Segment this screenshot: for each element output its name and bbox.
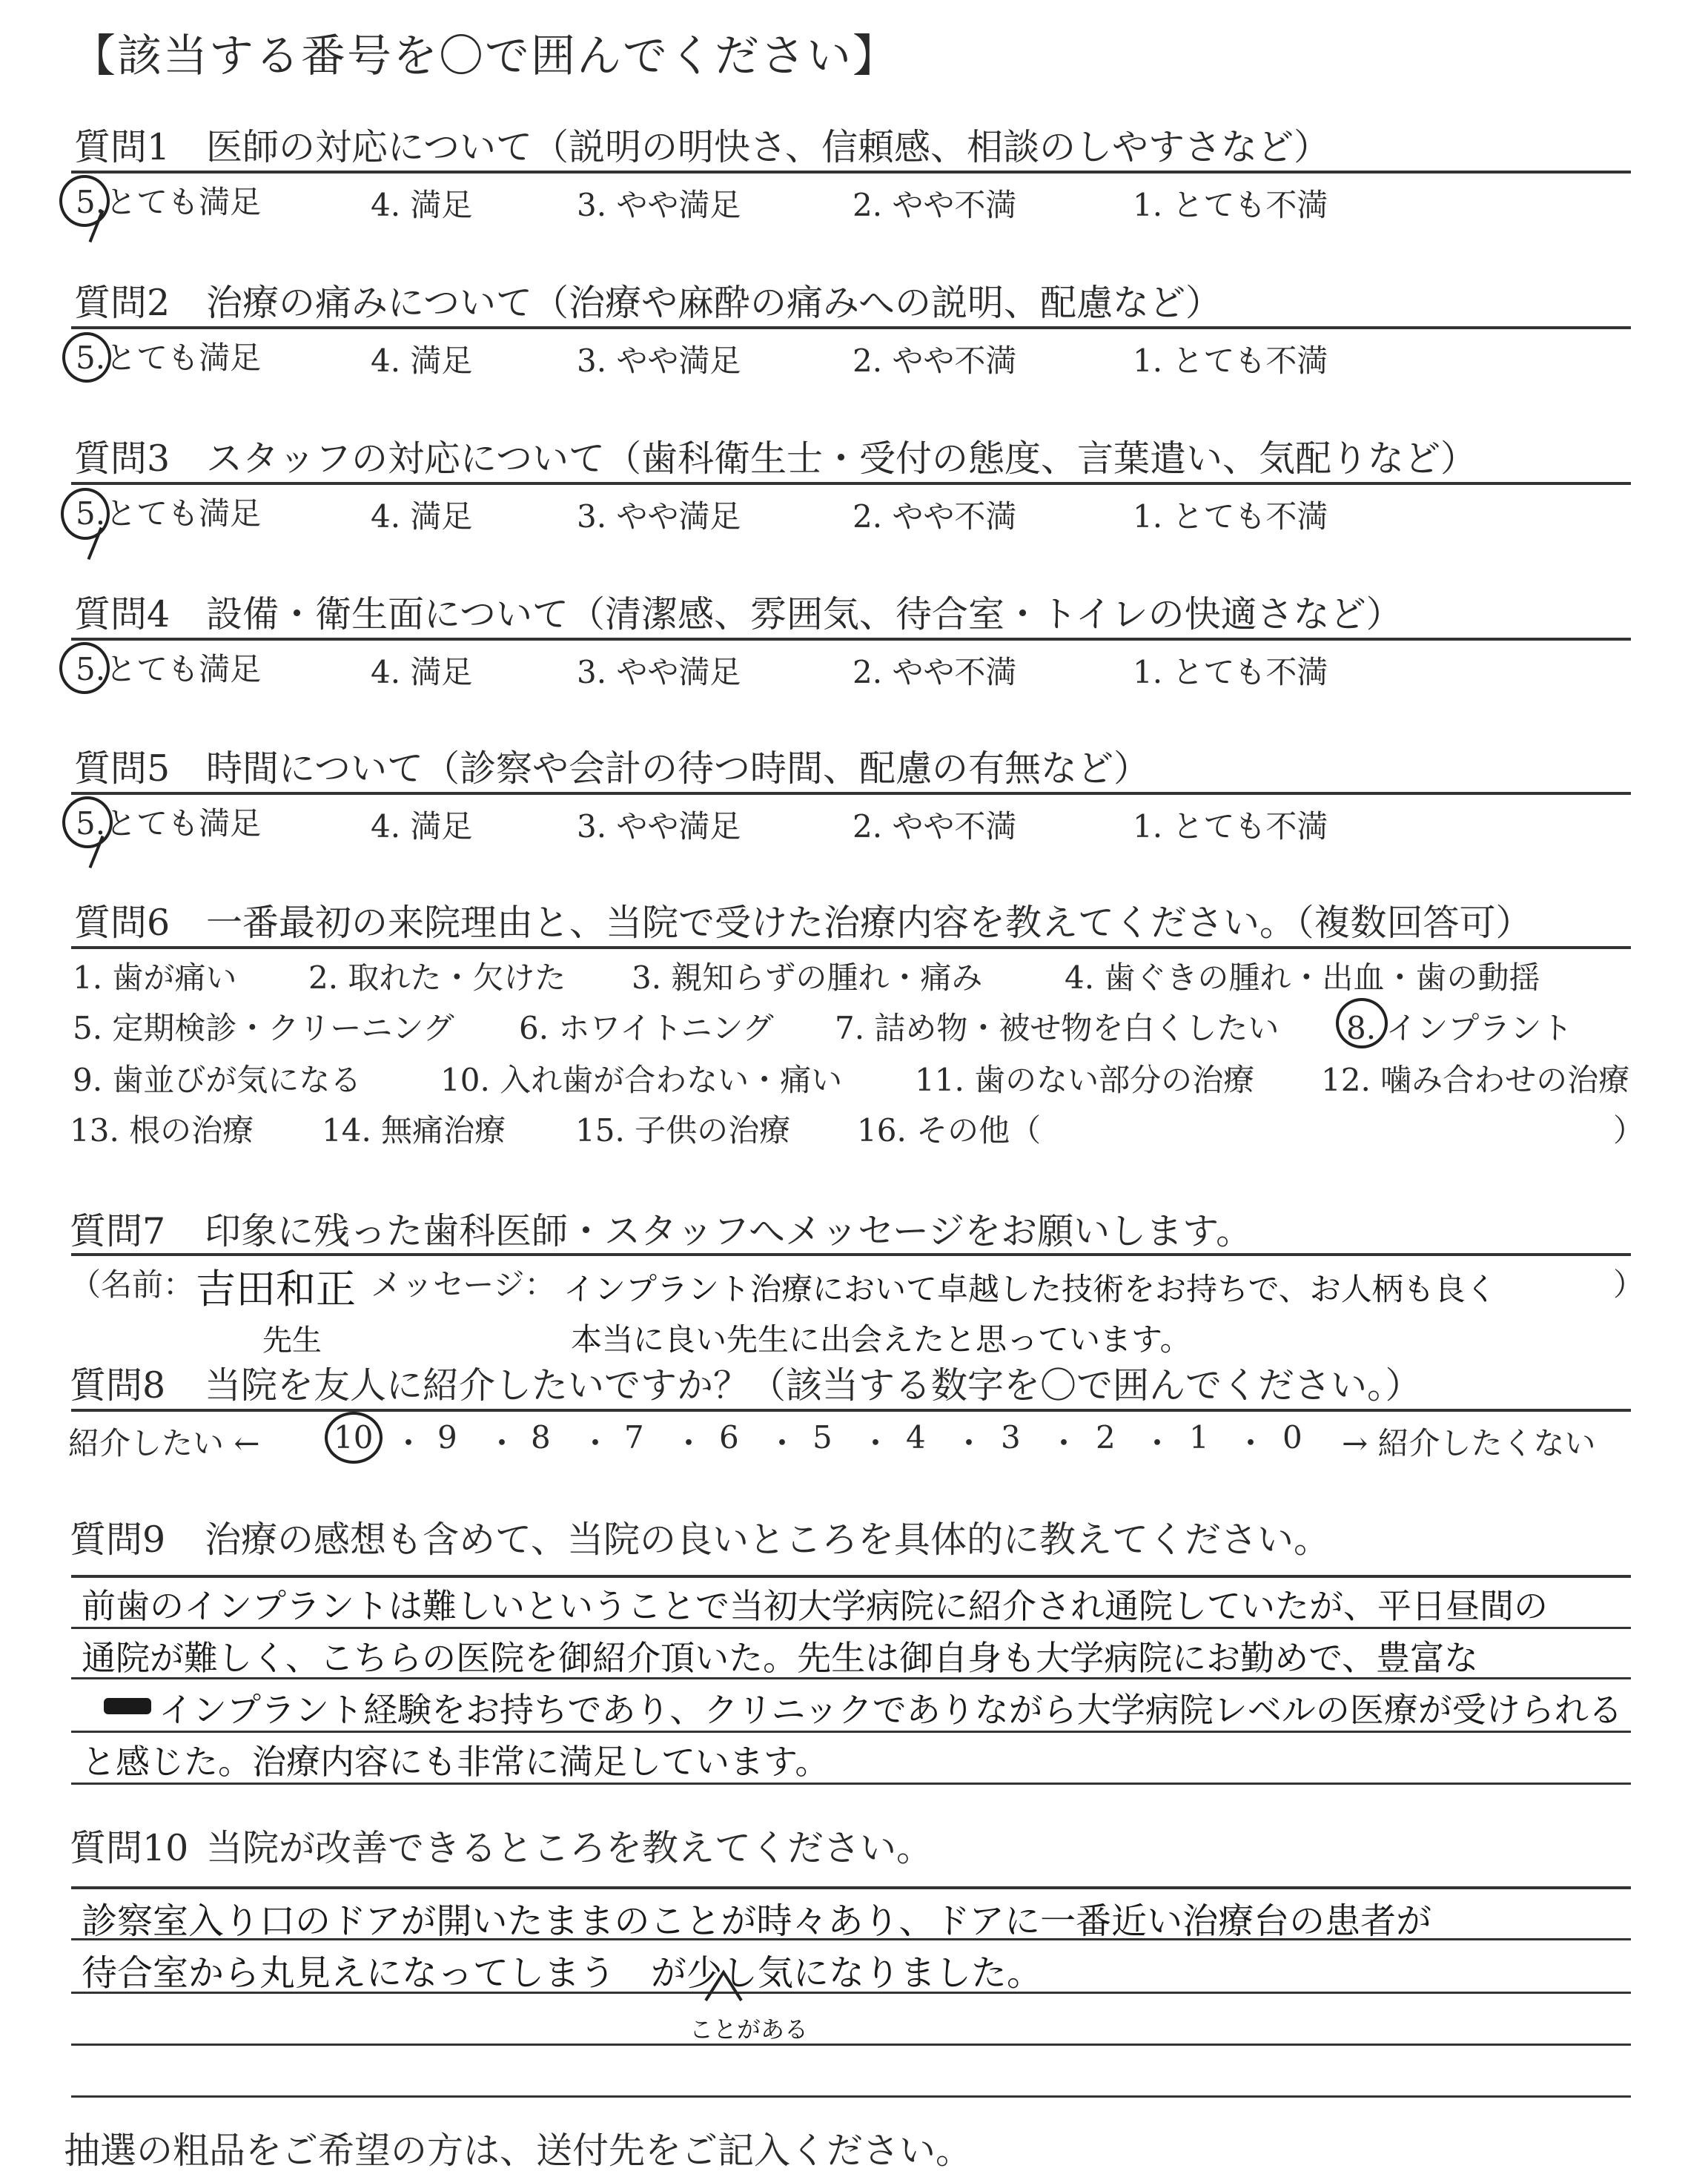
q5-option-1[interactable]: 1. とても不満 — [1133, 808, 1328, 845]
question-5-rule — [71, 792, 1631, 795]
question-6-rule — [71, 946, 1631, 949]
q2-selection-circle — [62, 332, 111, 383]
q8-score-7[interactable]: 7 — [624, 1419, 644, 1456]
q9-answer-line-3[interactable]: インプラント経験をお持ちであり、クリニックでありながら大学病院レベルの医療が受けられる — [159, 1690, 1623, 1730]
q7-close-paren: ） — [1613, 1266, 1645, 1303]
question-7-label: 質問7 — [70, 1210, 166, 1252]
q1-selection-circle — [59, 175, 110, 227]
footer-instruction: 抽選の粗品をご希望の方は、送付先をご記入ください。 — [64, 2130, 973, 2172]
q8-sep-10: ・ — [1235, 1425, 1267, 1461]
q3-option-5[interactable]: 5.とても満足 — [76, 495, 262, 532]
q8-score-5[interactable]: 5 — [812, 1419, 833, 1456]
q7-name-label: （名前： — [70, 1266, 195, 1303]
q8-score-6[interactable]: 6 — [719, 1419, 739, 1456]
q10-line-1 — [71, 1886, 1631, 1889]
q6-option-16[interactable]: 16. その他（ — [857, 1112, 1042, 1149]
q1-option-2[interactable]: 2. やや不満 — [853, 187, 1017, 223]
question-1-text: 医師の対応について（説明の明快さ、信頼感、相談のしやすさなど） — [206, 126, 1331, 168]
q4-selection-circle — [59, 642, 110, 694]
q5-option-4[interactable]: 4. 満足 — [371, 808, 473, 845]
q8-score-10[interactable]: 10 — [334, 1419, 374, 1456]
question-4-text: 設備・衛生面について（清潔感、雰囲気、待合室・トイレの快適さなど） — [206, 593, 1403, 635]
q8-sep-3: ・ — [580, 1425, 612, 1461]
q2-option-1[interactable]: 1. とても不満 — [1133, 343, 1328, 379]
q10-answer-line-2[interactable]: 待合室から丸見えになってしまう が少し気になりました。 — [82, 1952, 1043, 1994]
q2-option-3[interactable]: 3. やや満足 — [577, 343, 741, 379]
question-3-rule — [71, 482, 1631, 485]
q4-option-2[interactable]: 2. やや不満 — [853, 654, 1017, 690]
q6-option-6[interactable]: 6. ホワイトニング — [519, 1010, 774, 1046]
question-9-label: 質問9 — [70, 1519, 166, 1561]
q6-option-15[interactable]: 15. 子供の治療 — [575, 1112, 791, 1149]
q6-option-12[interactable]: 12. 噛み合わせの治療 — [1321, 1062, 1630, 1098]
question-2-rule — [71, 326, 1631, 329]
q7-message-line-2[interactable]: 本当に良い先生に出会えたと思っています。 — [571, 1321, 1191, 1358]
q7-message-label: メッセージ： — [371, 1266, 556, 1303]
q4-option-1[interactable]: 1. とても不満 — [1133, 654, 1328, 690]
q8-sep-2: ・ — [486, 1425, 518, 1461]
question-4-label: 質問4 — [74, 593, 171, 635]
q8-score-2[interactable]: 2 — [1096, 1419, 1116, 1456]
q6-option-8[interactable]: 8. インプラント — [1346, 1010, 1573, 1046]
q6-other-close-paren: ） — [1613, 1112, 1645, 1149]
q8-score-9[interactable]: 9 — [437, 1419, 457, 1456]
q4-option-5[interactable]: 5.とても満足 — [76, 651, 262, 687]
q6-option-13[interactable]: 13. 根の治療 — [70, 1112, 254, 1149]
question-2-label: 質問2 — [74, 282, 171, 324]
q5-option-2[interactable]: 2. やや不満 — [853, 808, 1017, 845]
q6-option-1[interactable]: 1. 歯が痛い — [73, 959, 237, 996]
q6-option-11[interactable]: 11. 歯のない部分の治療 — [915, 1062, 1255, 1098]
q7-message-line-1[interactable]: インプラント治療において卓越した技術をお持ちで、お人柄も良く — [563, 1271, 1497, 1307]
question-5-label: 質問5 — [74, 747, 171, 790]
q8-sep-8: ・ — [1048, 1425, 1080, 1461]
q8-right-label: → 紹介したくない — [1342, 1425, 1596, 1461]
q6-option-4[interactable]: 4. 歯ぐきの腫れ・出血・歯の動揺 — [1065, 959, 1540, 996]
q1-option-1[interactable]: 1. とても不満 — [1133, 187, 1328, 223]
q8-sep-4: ・ — [673, 1425, 705, 1461]
question-7-rule — [71, 1253, 1631, 1256]
q9-line-1 — [71, 1575, 1631, 1578]
question-3-label: 質問3 — [74, 437, 171, 480]
q6-option-7[interactable]: 7. 詰め物・被せ物を白くしたい — [835, 1010, 1280, 1046]
q3-option-1[interactable]: 1. とても不満 — [1133, 498, 1328, 535]
q3-option-3[interactable]: 3. やや満足 — [577, 498, 741, 535]
q6-selection-circle — [1336, 998, 1388, 1048]
q4-option-3[interactable]: 3. やや満足 — [577, 654, 741, 690]
q8-score-4[interactable]: 4 — [906, 1419, 926, 1456]
q7-name-value[interactable]: 吉田和正 — [196, 1266, 356, 1312]
q10-answer-line-1[interactable]: 診察室入り口のドアが開いたままのことが時々あり、ドアに一番近い治療台の患者が — [82, 1900, 1432, 1942]
question-10-label: 質問10 — [70, 1827, 189, 1869]
q9-answer-line-1[interactable]: 前歯のインプラントは難しいということで当初大学病院に紹介され通院していたが、平日昼間の — [82, 1586, 1548, 1626]
q8-score-3[interactable]: 3 — [1001, 1419, 1021, 1456]
q7-name-suffix: 先生 — [262, 1324, 322, 1358]
q2-option-2[interactable]: 2. やや不満 — [853, 343, 1017, 379]
question-6-label: 質問6 — [74, 902, 171, 944]
q1-option-3[interactable]: 3. やや満足 — [577, 187, 741, 223]
q9-scribbled-out-mark — [104, 1698, 151, 1714]
q6-option-9[interactable]: 9. 歯並びが気になる — [73, 1062, 362, 1098]
question-6-text: 一番最初の来院理由と、当院で受けた治療内容を教えてください。（複数回答可） — [206, 902, 1532, 944]
question-8-text: 当院を友人に紹介したいですか？（該当する数字を〇で囲んでください。） — [205, 1364, 1422, 1407]
q3-option-4[interactable]: 4. 満足 — [371, 498, 473, 535]
q6-option-5[interactable]: 5. 定期検診・クリーニング — [73, 1010, 454, 1046]
q5-option-5[interactable]: 5.とても満足 — [76, 805, 262, 842]
question-2-text: 治療の痛みについて（治療や麻酔の痛みへの説明、配慮など） — [206, 282, 1222, 324]
q8-sep-9: ・ — [1142, 1425, 1174, 1461]
q8-selection-circle — [325, 1412, 383, 1464]
q8-sep-6: ・ — [860, 1425, 892, 1461]
q8-score-0[interactable]: 0 — [1282, 1419, 1302, 1456]
q10-line-5 — [71, 2095, 1631, 2098]
question-7-text: 印象に残った歯科医師・スタッフへメッセージをお願いします。 — [205, 1210, 1253, 1252]
q9-answer-line-2[interactable]: 通院が難しく、こちらの医院を御紹介頂いた。先生は御自身も大学病院にお勤めで、豊富な — [82, 1638, 1479, 1678]
q5-selection-circle — [62, 796, 113, 848]
q6-option-10[interactable]: 10. 入れ歯が合わない・痛い — [440, 1062, 843, 1098]
q5-option-3[interactable]: 3. やや満足 — [577, 808, 741, 845]
q3-option-2[interactable]: 2. やや不満 — [853, 498, 1017, 535]
q1-option-4[interactable]: 4. 満足 — [371, 187, 473, 223]
q1-option-5[interactable]: 5.とても満足 — [76, 184, 262, 220]
q8-sep-5: ・ — [767, 1425, 798, 1461]
question-8-rule — [71, 1409, 1631, 1412]
q10-insertion-caret — [703, 1968, 744, 2005]
q4-option-4[interactable]: 4. 満足 — [371, 654, 473, 690]
question-8-label: 質問8 — [70, 1364, 166, 1407]
q2-option-4[interactable]: 4. 満足 — [371, 343, 473, 379]
q6-option-2[interactable]: 2. 取れた・欠けた — [308, 959, 566, 996]
q8-score-1[interactable]: 1 — [1189, 1419, 1209, 1456]
question-9-text: 治療の感想も含めて、当院の良いところを具体的に教えてください。 — [205, 1519, 1331, 1561]
question-10-text: 当院が改善できるところを教えてください。 — [206, 1827, 933, 1869]
question-3-text: スタッフの対応について（歯科衛生士・受付の態度、言葉遣い、気配りなど） — [206, 437, 1477, 480]
q3-selection-circle — [61, 488, 110, 540]
question-1-rule — [71, 171, 1631, 174]
q10-insertion-text: ことがある — [689, 2015, 809, 2044]
q6-option-14[interactable]: 14. 無痛治療 — [322, 1112, 506, 1149]
question-4-rule — [71, 638, 1631, 641]
q8-sep-7: ・ — [953, 1425, 985, 1461]
question-1-label: 質問1 — [74, 126, 171, 168]
form-header: 【該当する番号を〇で囲んでください】 — [71, 30, 898, 82]
q2-option-5[interactable]: 5.とても満足 — [76, 340, 262, 376]
q8-left-label: 紹介したい ← — [68, 1425, 260, 1461]
q6-option-3[interactable]: 3. 親知らずの腫れ・痛み — [632, 959, 983, 996]
q10-line-4 — [71, 2044, 1631, 2046]
question-5-text: 時間について（診察や会計の待つ時間、配慮の有無など） — [206, 747, 1151, 790]
q8-score-8[interactable]: 8 — [531, 1419, 551, 1456]
q9-answer-line-4[interactable]: と感じた。治療内容にも非常に満足しています。 — [82, 1742, 830, 1782]
q8-sep-1: ・ — [393, 1425, 425, 1461]
